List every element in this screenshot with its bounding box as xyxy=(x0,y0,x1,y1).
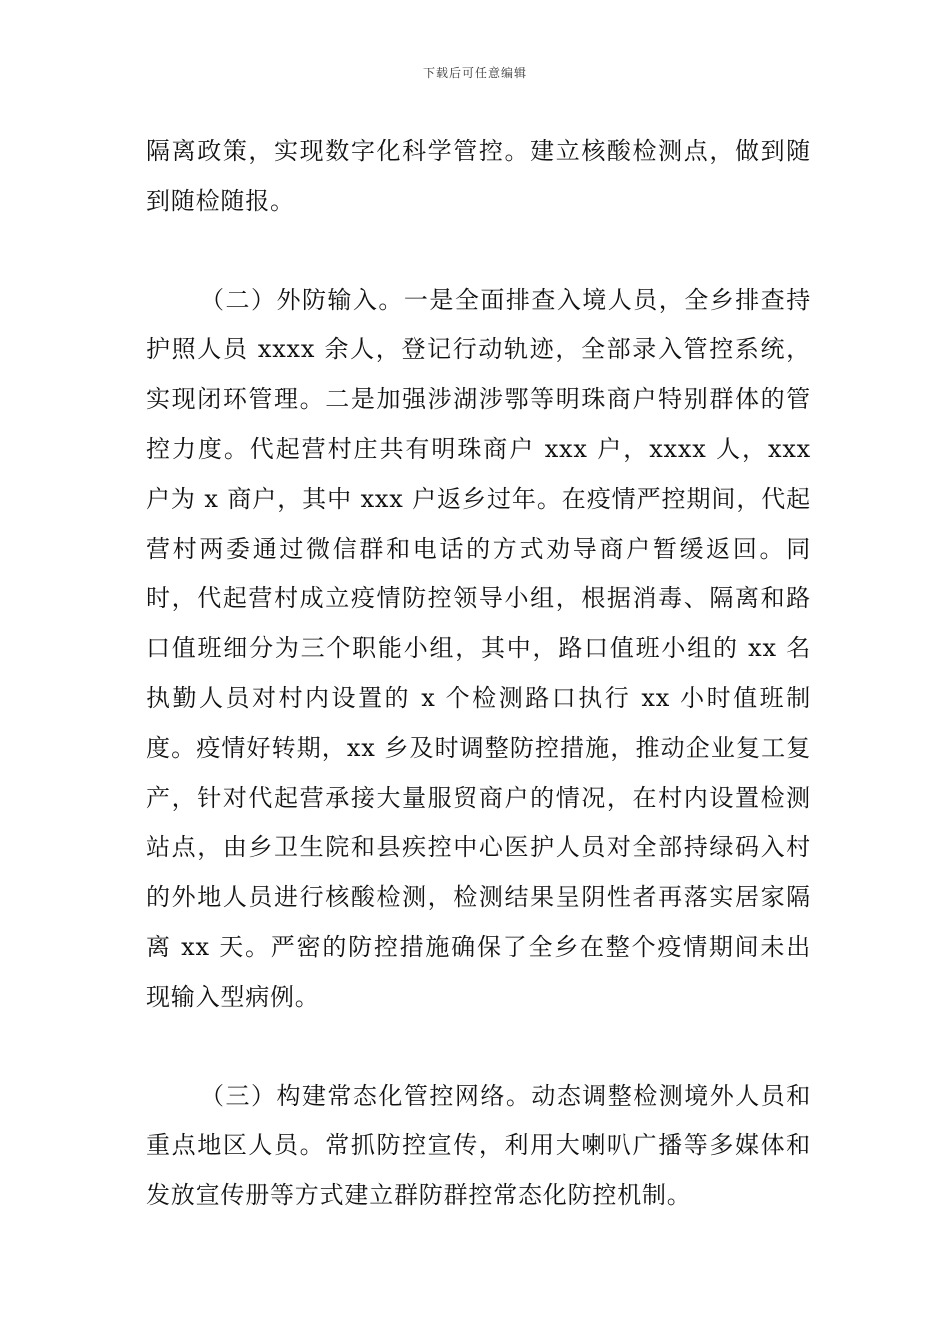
paragraph-continuation: 隔离政策，实现数字化科学管控。建立核酸检测点，做到随到随检随报。 xyxy=(146,137,811,215)
page-header-note: 下载后可任意编辑 xyxy=(422,66,527,80)
paragraph-section-two: （二）外防输入。一是全面排查入境人员，全乡排查持护照人员 xxxx 余人，登记行动轨迹，全部录入管控系统，实现闭环管理。二是加强涉湖涉鄂等明珠商户特别群体的管控力度。代起营村庄共有明珠商户 xxx 户，xxxx 人，xxx 户为 x 商户，其中 xxx 户返乡过年。在疫情严控期间，代起营村两委通过微信群和电话的方式劝导商户暂缓返回。同时，代起营村成立疫情防控领导小组，根据消毒、隔离和路口值班细分为三个职能小组，其中，路口值班小组的 xx 名执勤人员对村内设置的 x 个检测路口执行 xx 小时值班制度。疫情好转期，xx 乡及时调整防控措施，推动企业复工复产，针对代起营承接大量服贸商户的情况，在村内设置检测站点，由乡卫生院和县疾控中心医护人员对全部持绿码入村的外地人员进行核酸检测，检测结果呈阴性者再落实居家隔离 xx 天。严密的防控措施确保了全乡在整个疫情期间未出现输入型病例。 xyxy=(146,285,811,1011)
paragraph-section-three: （三）构建常态化管控网络。动态调整检测境外人员和重点地区人员。常抓防控宣传，利用大喇叭广播等多媒体和发放宣传册等方式建立群防群控常态化防控机制。 xyxy=(146,1081,811,1210)
document-body xyxy=(146,127,811,1221)
